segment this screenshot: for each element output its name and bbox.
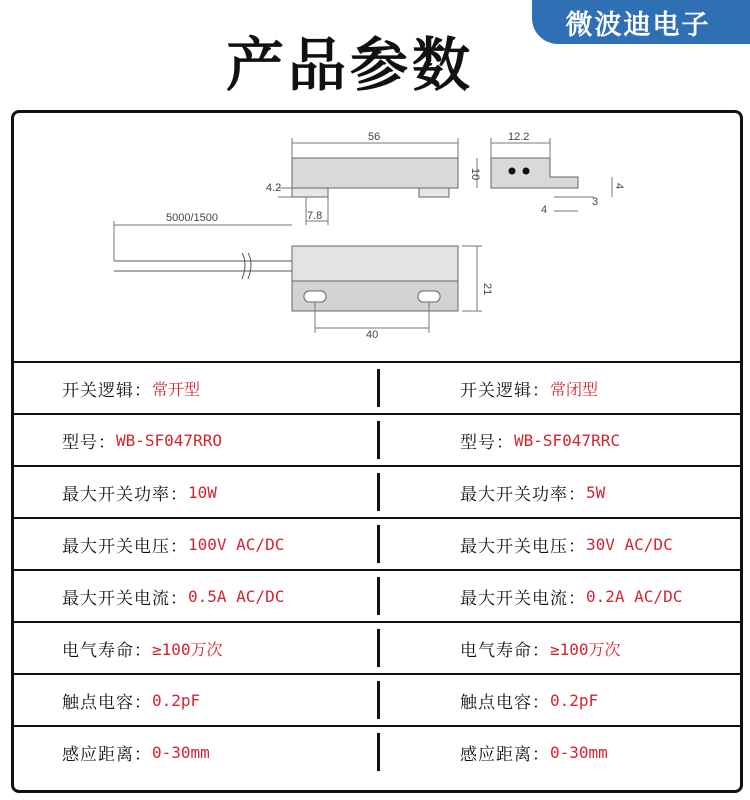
spec-label: 最大开关电流： <box>460 588 586 609</box>
dim-length: 56 <box>368 131 381 143</box>
spec-value: 5W <box>586 482 606 502</box>
column-divider <box>377 577 380 615</box>
spec-value: 0.2pF <box>550 690 599 710</box>
column-divider <box>377 733 380 771</box>
column-divider <box>377 681 380 719</box>
spec-row <box>14 725 740 777</box>
spec-label: 感应距离： <box>62 744 152 765</box>
spec-value: 常开型 <box>152 379 201 399</box>
dim-end-bottom: 4 <box>613 183 625 190</box>
spec-cell-right <box>460 623 621 673</box>
spec-table <box>14 361 740 777</box>
spec-cell-right <box>460 571 682 621</box>
spec-cell-left <box>62 675 200 725</box>
spec-label: 触点电容： <box>62 692 152 713</box>
spec-label: 电气寿命： <box>460 640 550 661</box>
spec-row <box>14 621 740 673</box>
spec-cell-right <box>460 363 598 413</box>
spec-row <box>14 673 740 725</box>
spec-cell-left <box>62 415 222 465</box>
spec-value: 30V AC/DC <box>586 534 673 554</box>
brand-badge: 微波迪电子 <box>532 0 750 44</box>
spec-value: 100V AC/DC <box>188 534 285 554</box>
spec-label: 最大开关电流： <box>62 588 188 609</box>
spec-value: ≥100万次 <box>152 639 223 659</box>
spec-value: 0-30mm <box>152 742 210 762</box>
column-divider <box>377 629 380 667</box>
spec-cell-left <box>62 571 284 621</box>
spec-value: ≥100万次 <box>550 639 621 659</box>
dimension-drawing <box>14 113 740 359</box>
column-divider <box>377 421 380 459</box>
dim-end-step: 4 <box>541 204 548 216</box>
dim-hole-spacing: 40 <box>366 329 379 341</box>
spec-value: 0.2pF <box>152 690 201 710</box>
spec-cell-left <box>62 467 217 517</box>
spec-frame <box>11 110 743 793</box>
spec-value: 10W <box>188 482 217 502</box>
page-title: 产品参数 <box>225 31 474 99</box>
dim-width: 21 <box>481 283 493 296</box>
column-divider <box>377 473 380 511</box>
spec-cell-right <box>460 415 620 465</box>
spec-value: 0-30mm <box>550 742 608 762</box>
spec-label: 开关逻辑： <box>62 380 152 401</box>
spec-label: 开关逻辑： <box>460 380 550 401</box>
dim-cable: 5000/1500 <box>166 212 218 224</box>
spec-label: 触点电容： <box>460 692 550 713</box>
column-divider <box>377 369 380 407</box>
spec-cell-right <box>460 467 605 517</box>
spec-row <box>14 569 740 621</box>
spec-value: WB-SF047RRO <box>116 430 222 450</box>
spec-label: 电气寿命： <box>62 640 152 661</box>
spec-cell-left <box>62 623 223 673</box>
spec-value: 0.5A AC/DC <box>188 586 285 606</box>
column-divider <box>377 525 380 563</box>
spec-value: 常闭型 <box>550 379 599 399</box>
spec-row <box>14 465 740 517</box>
spec-cell-left <box>62 727 210 777</box>
spec-row <box>14 413 740 465</box>
spec-cell-left <box>62 363 200 413</box>
dim-end-width: 12.2 <box>508 131 530 143</box>
spec-label: 最大开关电压： <box>460 536 586 557</box>
spec-cell-right <box>460 727 608 777</box>
spec-row <box>14 517 740 569</box>
dim-tab: 7.8 <box>307 210 323 222</box>
spec-value: WB-SF047RRC <box>514 430 620 450</box>
spec-label: 型号： <box>460 432 514 453</box>
spec-cell-right <box>460 519 673 569</box>
dim-end-right: 3 <box>592 196 599 208</box>
spec-value: 0.2A AC/DC <box>586 586 683 606</box>
spec-row <box>14 361 740 413</box>
dim-end-height: 10 <box>469 168 481 181</box>
spec-label: 最大开关电压： <box>62 536 188 557</box>
spec-label: 感应距离： <box>460 744 550 765</box>
spec-label: 最大开关功率： <box>460 484 586 505</box>
spec-label: 最大开关功率： <box>62 484 188 505</box>
spec-cell-right <box>460 675 598 725</box>
dim-height-small: 4.2 <box>266 182 282 194</box>
spec-label: 型号： <box>62 432 116 453</box>
spec-cell-left <box>62 519 284 569</box>
